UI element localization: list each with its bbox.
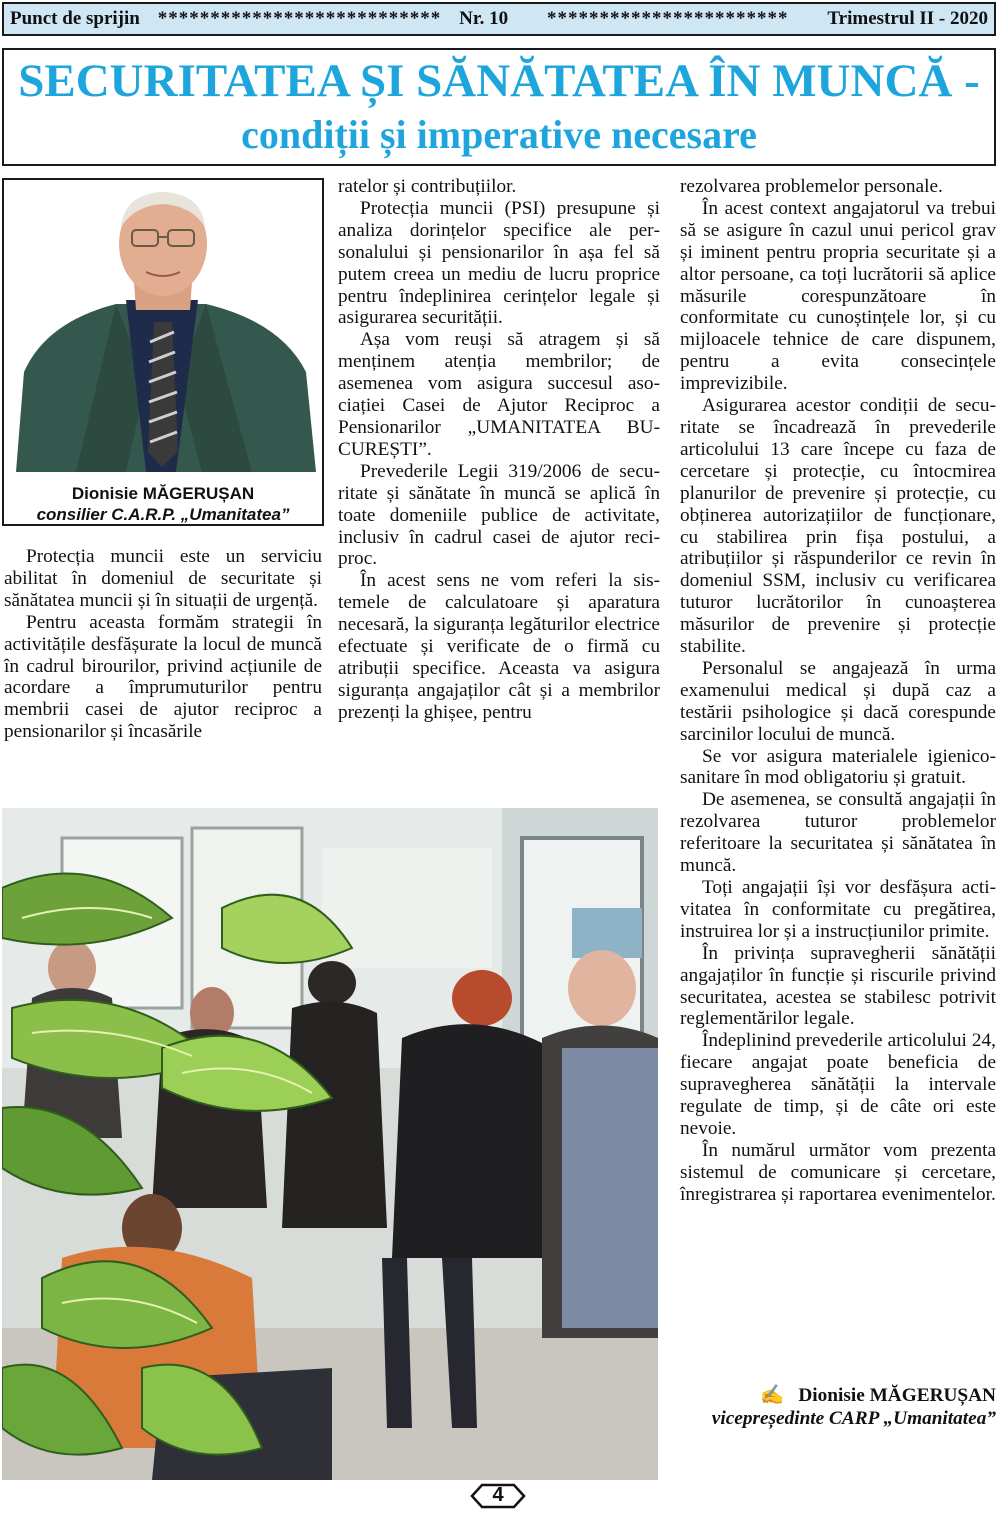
paragraph: Protecția muncii (PSI) presupune și analiza dorințelor specifice ale personalului și pensionarilor în așa fel să putem creea un mediu de lucru proprice pentru îndeplinirea cerințelor legale și asigurarea securității. [338,197,660,329]
paragraph: ratelor și contribuțiilor. [338,176,517,197]
paragraph: Protecția muncii este un serviciu abilitat în domeniul de securitate și sănătatea muncii și în situații de urgență. [4,546,322,611]
publication-name: Punct de sprijin [10,8,140,29]
paragraph: Se vor asigura materialele igienico-sanitare în mod obligatoriu și gratuit. [680,745,996,789]
paragraph: Pentru aceasta formăm strategii în activitățile desfășurate la locul de muncă în cadrul birourilor, privind acțiunile de acordare a împrumuturilor pentru membrii casei de ajutor reciproc a pensionarilor și încasările [4,611,322,743]
paragraph: Îndeplinind prevederile articolului 24, fiecare angajat poate beneficia de supravegherea sănătății la intervale regulate de timp, și de câte ori este nevoie. [680,1030,996,1139]
paragraph: rezolvarea problemelor personale. [680,176,943,197]
page-number: 4 [492,1484,504,1506]
paragraph: În numărul următor vom prezenta sistemul de comunicare și cercetare, înregistrarea și raportarea evenimentelor. [680,1139,996,1205]
article-title: SECURITATEA ȘI SĂNĂTATEA ÎN MUNCĂ - [18,55,980,107]
issue-number: Nr. 10 [459,8,509,29]
signature-role: vicepreședinte CARP „Umanitatea” [711,1408,996,1429]
paragraph: De asemenea, se consultă angajații în rezolvarea tuturor problemelor referitoare la securitatea și sănătatea în muncă. [680,789,996,877]
article-column-3 [680,176,996,1206]
paragraph: În acest sens ne vom referi la sistemele de calculatoare și aparatura necesară, la siguranța legăturilor electrice efectuate și verificate de o firmă cu atribuții specifice. Aceasta va asigura siguranța angajaților cât și a membrilor prezenți la ghișee, pentru [338,570,660,723]
author-portrait-box [2,178,324,526]
article-column-2 [338,176,660,724]
paragraph: În privința supravegherii sănătății angajaților în funcție și riscurile privind securitatea, acestea se stabilesc potrivit reglementărilor legale. [680,942,996,1030]
office-crowd-photo [2,808,658,1480]
header-bar [2,2,996,36]
portrait-caption-name: Dionisie MĂGERUȘAN [71,484,255,503]
issue-period: Trimestrul II - 2020 [827,8,989,29]
header-stars-left: *************************** [157,8,442,29]
paragraph: Așa vom reuși să atragem și să menținem atenția membrilor; de asemenea vom asigura succesul asociației Casei de Ajutor Reciproc a Pensionarilor „UMANITATEA BUCUREȘTI”. [338,329,660,460]
portrait-caption-role: consilier C.A.R.P. „Umanitatea” [36,505,290,524]
pen-icon: ✍ [760,1385,785,1406]
article-title-box [2,48,996,166]
header-stars-right: *********************** [547,8,789,29]
paragraph: Personalul se angajează în urma examenului medical și după caz a testării psihologice și dacă corespunde sarcinilor locului de muncă. [680,657,996,745]
page-number-badge [470,1483,526,1509]
author-photo [6,182,320,472]
author-signature [712,1384,996,1430]
paragraph: Prevederile Legii 319/2006 de securitate și sănătate în muncă se aplică în toate domeniile publice de activitate, inclusiv în cadrul casei de ajutor reciproc. [338,460,660,570]
paragraph: Toți angajații își vor desfășura activitatea în conformitate cu pregătirea, instruirea lor și a instrucțiunilor primite. [680,877,996,942]
signature-name: Dionisie MĂGERUȘAN [798,1385,996,1406]
paragraph: În acest context angajatorul va trebui să se asigure în cazul unui pericol grav și iminent pentru propria securitate și a altor persoane, ca toți lucrătorii să aplice măsurile corespunzătoare în conformitate cu cunoștințele lor, și cu mijloacele tehnice de care dispunem, pentru a evita consecințele imprevizibile. [680,197,996,395]
article-column-1 [4,546,322,743]
paragraph: Asigurarea acestor condiții de securitate se încadrează în prevederile articolului 13 care începe cu faza de cercetare și protecție, cu întocmirea planurilor de prevenire și protecție, cu obținerea autorizațiilor de funcționare, cu stabilirea prin fișa postului, a atribuțiilor și răspunderilor ce revin în domeniul SSM, inclusiv cu verificarea tuturor lucrătorilor în cunoașterea măsurilor de prevenire și protecție stabilite. [680,395,996,658]
article-subtitle: condiții și imperative necesare [241,112,757,157]
